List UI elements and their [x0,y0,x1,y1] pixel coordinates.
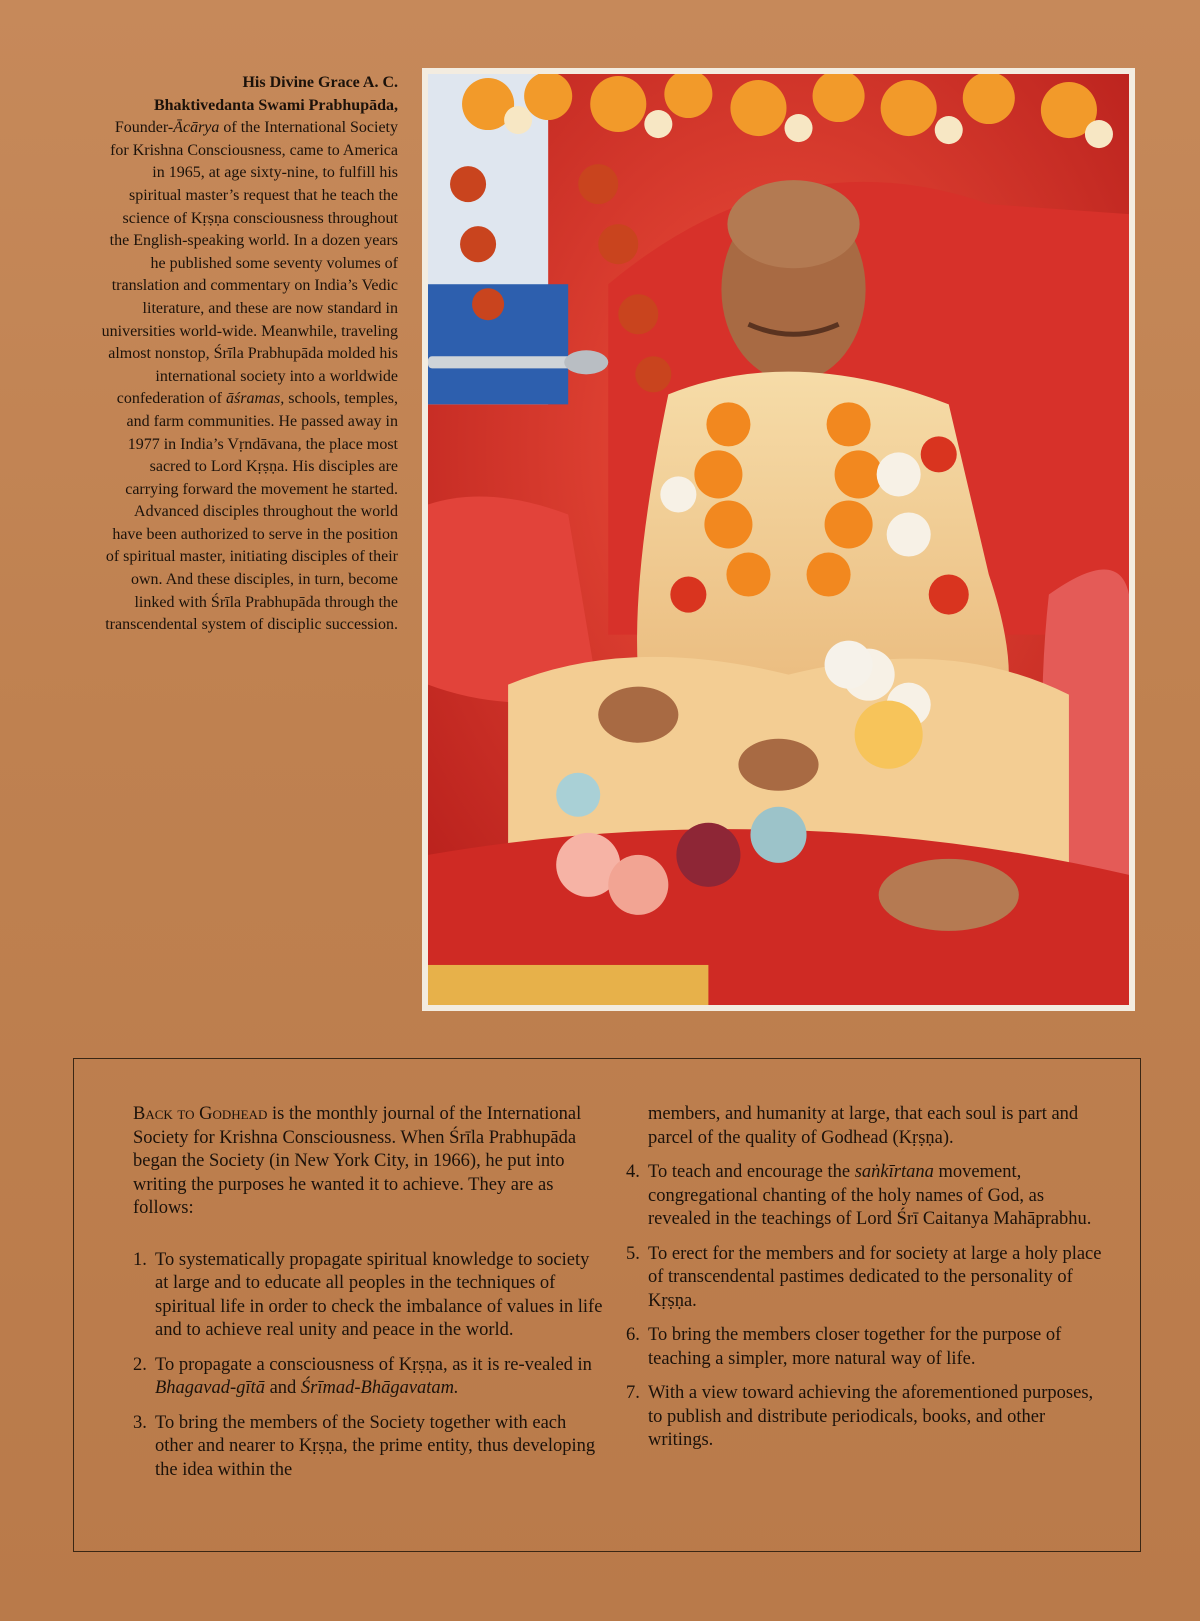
founder-caption [100,72,398,637]
photo-image [428,74,1129,1005]
purpose-number: 3. [133,1412,147,1433]
purposes-list-right [626,1161,1106,1453]
purpose-number: 2. [133,1354,147,1375]
founder-name-line2: Bhaktivedanta Swami Prabhupāda, [153,96,398,114]
purpose-text: movement, congregational chanting of the holy names of God, as revealed in the teachings of Lord Śrī Caitanya Mahāprabhu. [648,1162,1092,1229]
purpose-number: 7. [626,1383,640,1403]
caption-text-post: schools, temples, and farm communities. He passed away in 1977 in India’s Vṛndāvana, the place most sacred to Lord Kṛṣṇa. His disciples are carrying forward the movement he started. Advanced disciples throughout the world have been authorized to serve in the position of spiritual master, initiating disciples of their own. And these disciples, in turn, become linked with Śrīla Prabhupāda through the transcendental system of disciplic succession. [105,390,398,634]
purpose-text-em: saṅkīrtana [854,1162,934,1182]
purpose-text: To erect for the members and for society at large a holy place of transcendental pastimes dedicated to the personality of Kṛṣṇa. [648,1243,1102,1311]
purposes-column-left [133,1103,603,1493]
founder-name-line1: His Divine Grace A. C. [242,74,398,91]
founder-photo [422,68,1135,1011]
caption-text-pre: Founder- [114,119,174,137]
purpose-item-3 [133,1412,603,1483]
purpose-text: To teach and encourage the [648,1162,855,1182]
caption-text-mid: of the International Society for Krishna Consciousness, came to America in 1965, at age sixty-nine, to fulfill his spiritual master’s request that he teach the science of Kṛṣṇa consciousness throughout the English-speaking world. In a dozen years he published some seventy volumes of translation and commentary on India’s Vedic literature, and these are now standard in universities world-wide. Meanwhile, traveling almost nonstop, Śrīla Prabhupāda molded his international society into a worldwide confederation of [101,119,398,408]
purposes-column-right [626,1103,1106,1464]
purposes-intro [133,1103,603,1221]
purposes-box [73,1058,1141,1552]
purpose-text: With a view toward achieving the aforementioned purposes, to publish and distribute periodicals, books, and other writings. [648,1383,1094,1450]
purpose-text: To propagate a consciousness of Kṛṣṇa, as it is re-vealed in [155,1354,592,1375]
caption-text-em2: āśramas, [226,390,285,408]
purpose-item-6 [626,1324,1106,1371]
intro-text: is the monthly journal of the International Society for Krishna Consciousness. When Śrīla Prabhupāda began the Society (in New York City, in 1966), he put into writing the purposes he wanted it to achieve. They are as follows: [133,1104,582,1218]
purpose-text-em: Bhagavad-gītā [155,1378,265,1398]
purpose-item-1 [133,1249,603,1343]
purpose-number: 6. [626,1325,640,1345]
purpose-item-3-continued: members, and humanity at large, that each soul is part and parcel of the quality of Godhead (Kṛṣṇa). [648,1104,1079,1148]
purpose-text: To bring the members closer together for the purpose of teaching a simpler, more natural way of life. [648,1325,1062,1369]
purposes-list-left [133,1249,603,1483]
journal-name: Back to Godhead [133,1104,268,1124]
purpose-number: 4. [626,1162,640,1182]
purpose-text: and [264,1378,301,1398]
purpose-number: 5. [626,1243,640,1264]
photo-illustration [428,74,1129,1005]
purpose-text: To systematically propagate spiritual knowledge to society at large and to educate all peoples in the techniques of spiritual life in order to check the imbalance of values in life and to achieve real unity and peace in the world. [155,1249,603,1340]
purpose-text: To bring the members of the Society together with each other and nearer to Kṛṣṇa, the prime entity, thus developing the idea within the [155,1412,596,1480]
purpose-number: 1. [133,1249,147,1270]
purpose-text-em: Śrīmad-Bhāgavatam. [300,1378,459,1398]
purpose-item-7 [626,1382,1106,1453]
purpose-item-4 [626,1161,1106,1232]
purpose-item-5 [626,1243,1106,1314]
caption-text-em: Ācārya [173,119,220,137]
purpose-item-2 [133,1354,603,1401]
